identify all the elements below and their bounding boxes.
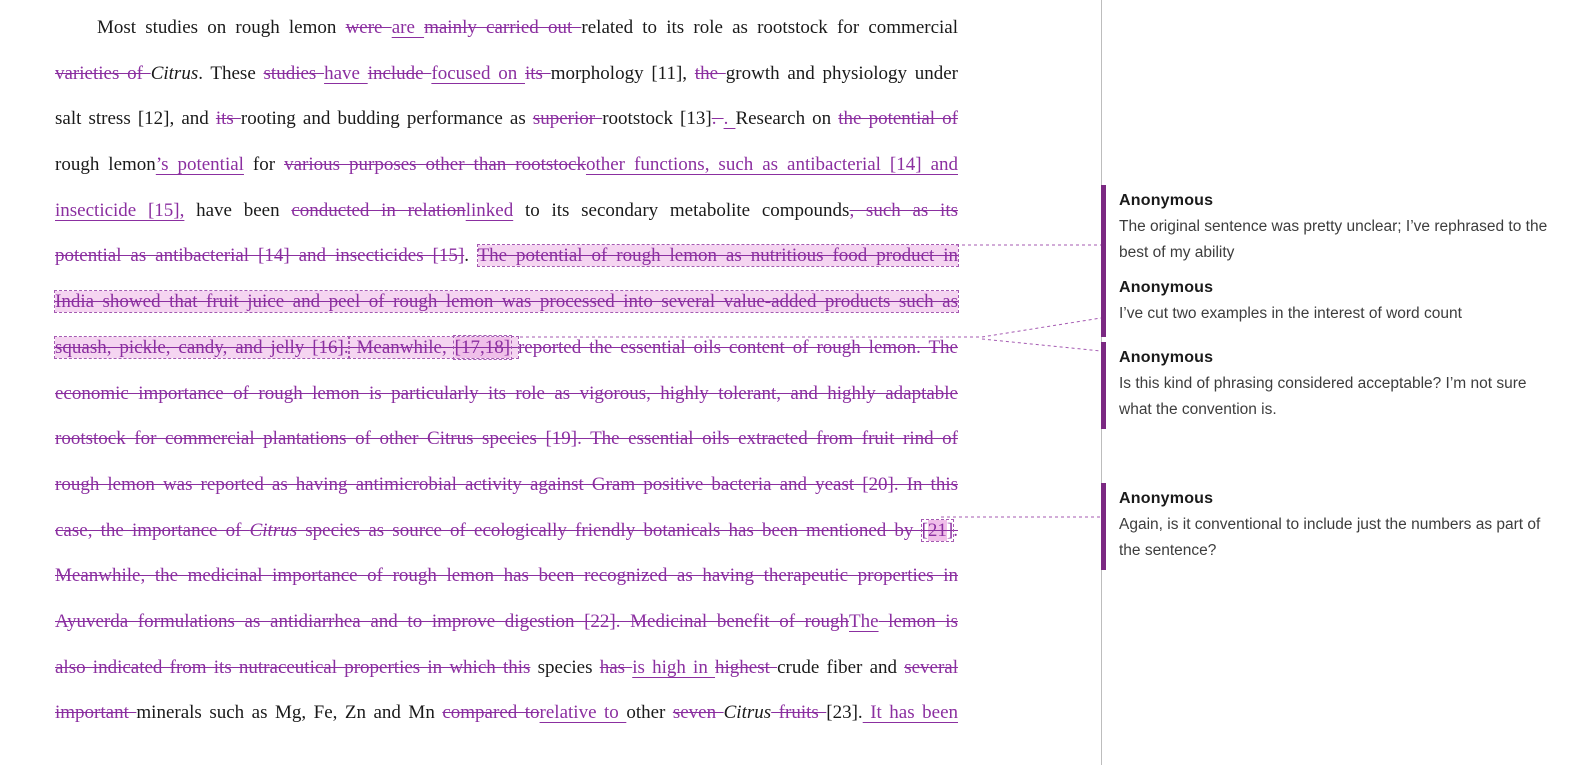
text-run: salt stress [12], and	[55, 108, 216, 130]
inserted-text: focused on	[431, 62, 525, 84]
comment-author: Anonymous	[1119, 349, 1214, 366]
deleted-text: Meanwhile,	[348, 336, 455, 358]
deleted-text: seven	[672, 702, 724, 724]
document-line[interactable]	[55, 96, 958, 142]
text-run: for	[243, 154, 285, 176]
deleted-text: include	[367, 62, 432, 84]
inserted-text: .	[723, 108, 736, 130]
deleted-text: economic importance of rough lemon is particularly its role as vigorous, highly tolerant, and highly adaptable	[55, 382, 958, 404]
text-run: Citrus	[150, 62, 199, 84]
comment-content	[1106, 185, 1553, 272]
deleted-text: mainly carried out	[424, 17, 582, 38]
deleted-text: fruits	[771, 702, 827, 724]
text-run: have been	[184, 199, 292, 221]
text-run: rooting and budding performance as	[240, 108, 533, 130]
deleted-text: , such as its	[849, 199, 958, 221]
document-line[interactable]	[55, 508, 958, 554]
document-line[interactable]	[55, 325, 958, 371]
deleted-text: reported the essential oils content of rough lemon. The	[517, 336, 958, 358]
deleted-text: ]	[946, 519, 954, 541]
inserted-text: ’s potential	[155, 154, 244, 176]
comment-anchor-text: [17,18]	[454, 336, 511, 358]
text-run: minerals such as Mg, Fe, Zn and Mn	[136, 702, 443, 724]
deleted-text: lemon is	[878, 610, 958, 632]
text-run: morphology [11],	[550, 62, 695, 84]
deleted-text: its	[524, 62, 551, 84]
comment-text: The original sentence was pretty unclear; I’ve rephrased to the best of my ability	[1119, 218, 1548, 261]
inserted-text: is high in	[632, 656, 716, 678]
deleted-text: Citrus	[249, 519, 298, 541]
deleted-text: various purposes other than rootstock	[284, 154, 586, 176]
comment-anchor-text: India showed that fruit juice and peel of rough lemon was processed into several value-added products such as	[55, 291, 958, 313]
text-run: rough lemon	[55, 154, 156, 176]
text-run: Most studies on rough lemon	[97, 17, 346, 38]
document-line[interactable]	[55, 462, 958, 508]
text-run: crude fiber and	[777, 656, 905, 678]
deleted-text	[510, 337, 518, 358]
inserted-text: It has been	[862, 702, 959, 724]
comment-author: Anonymous	[1119, 279, 1214, 296]
comment-author: Anonymous	[1119, 490, 1214, 507]
document-line[interactable]	[55, 188, 958, 234]
text-run: Research on	[735, 108, 839, 130]
comment-card[interactable]	[1101, 272, 1553, 337]
deleted-text: .	[953, 519, 958, 541]
inserted-text: insecticide [15],	[55, 199, 185, 221]
deleted-text: 21	[927, 519, 947, 541]
document-line[interactable]	[55, 645, 958, 691]
document-line[interactable]	[55, 690, 958, 736]
deleted-text: also indicated from its nutraceutical properties in which this	[55, 656, 531, 678]
document-line[interactable]	[55, 233, 958, 279]
comment-anchor	[922, 520, 954, 541]
deleted-text: compared to	[442, 702, 540, 724]
inserted-text: The	[849, 610, 879, 632]
comment-anchor	[349, 337, 518, 358]
document-line[interactable]	[55, 553, 958, 599]
deleted-text: were	[345, 17, 392, 38]
document-line[interactable]	[55, 416, 958, 462]
document-line[interactable]	[55, 371, 958, 417]
comment-content	[1106, 342, 1553, 429]
comment-connector	[982, 339, 1101, 351]
text-run: other	[626, 702, 673, 724]
deleted-text: varieties of	[55, 62, 151, 84]
text-run: . These	[198, 62, 264, 84]
text-run: Citrus	[723, 702, 772, 724]
deleted-text: superior	[532, 108, 603, 130]
text-run: related to its role as rootstock for commercial	[581, 17, 959, 38]
comment-content	[1106, 272, 1462, 337]
deleted-text: has	[599, 656, 633, 678]
deleted-text: species as source of ecologically friendly botanicals has been mentioned by	[297, 519, 922, 541]
document-line[interactable]	[55, 5, 958, 51]
comment-content	[1106, 483, 1553, 570]
deleted-text: rootstock for commercial plantations of other Citrus species [19]. The essential oils extracted from fruit rind of	[55, 428, 958, 450]
deleted-text: highest	[715, 656, 778, 678]
inserted-text: linked	[465, 199, 514, 221]
text-run: rootstock [13]	[602, 108, 712, 130]
deleted-text: the	[694, 62, 726, 84]
deleted-text: case, the importance of	[55, 519, 250, 541]
comment-text: Is this kind of phrasing considered acceptable? I’m not sure what the convention is.	[1119, 375, 1527, 418]
comment-card[interactable]	[1101, 342, 1553, 429]
text-run: [23].	[826, 702, 863, 724]
deleted-text: conducted in relation	[291, 199, 466, 221]
document-line[interactable]	[55, 279, 958, 325]
text-run: .	[464, 245, 478, 267]
deleted-text: potential as antibacterial [14] and insecticides [15]	[55, 245, 465, 267]
document-line[interactable]	[55, 51, 958, 97]
deleted-text: rough lemon was reported as having antimicrobial activity against Gram positive bacteria and yeast [20]. In this	[55, 473, 958, 495]
inserted-text: relative to	[539, 702, 627, 724]
deleted-text: important	[55, 702, 137, 724]
document-line[interactable]	[55, 142, 958, 188]
comment-text: I’ve cut two examples in the interest of word count	[1119, 305, 1462, 322]
deleted-text: .	[711, 108, 724, 130]
text-run: growth and physiology under	[725, 62, 958, 84]
deleted-text: the potential of	[838, 108, 959, 130]
comment-text: Again, is it conventional to include just the numbers as part of the sentence?	[1119, 516, 1541, 559]
comment-anchor-text: squash, pickle, candy, and jelly [16].	[55, 336, 349, 358]
inserted-text: have	[324, 62, 368, 84]
comment-connector	[982, 318, 1101, 337]
inserted-text: are	[391, 17, 425, 38]
document-text-area[interactable]	[55, 5, 958, 736]
document-line[interactable]	[55, 599, 958, 645]
deleted-text: studies	[263, 62, 325, 84]
comment-author: Anonymous	[1119, 192, 1214, 209]
deleted-text: Meanwhile, the medicinal importance of rough lemon has been recognized as having therapeutic properties in	[55, 565, 958, 587]
text-run: to its secondary metabolite compounds	[513, 199, 850, 221]
comment-anchor-text: The potential of rough lemon as nutritious food product in	[477, 245, 958, 267]
deleted-text: several	[904, 656, 959, 678]
comment-card[interactable]	[1101, 185, 1553, 272]
comment-card[interactable]	[1101, 483, 1553, 570]
deleted-text: Ayuverda formulations as antidiarrhea and to improve digestion [22]. Medicinal benefit of rough	[55, 610, 849, 632]
deleted-text: [	[921, 519, 928, 541]
deleted-text: its	[215, 108, 241, 130]
text-run: species	[530, 656, 600, 678]
inserted-text: other functions, such as antibacterial [14] and	[585, 154, 958, 176]
